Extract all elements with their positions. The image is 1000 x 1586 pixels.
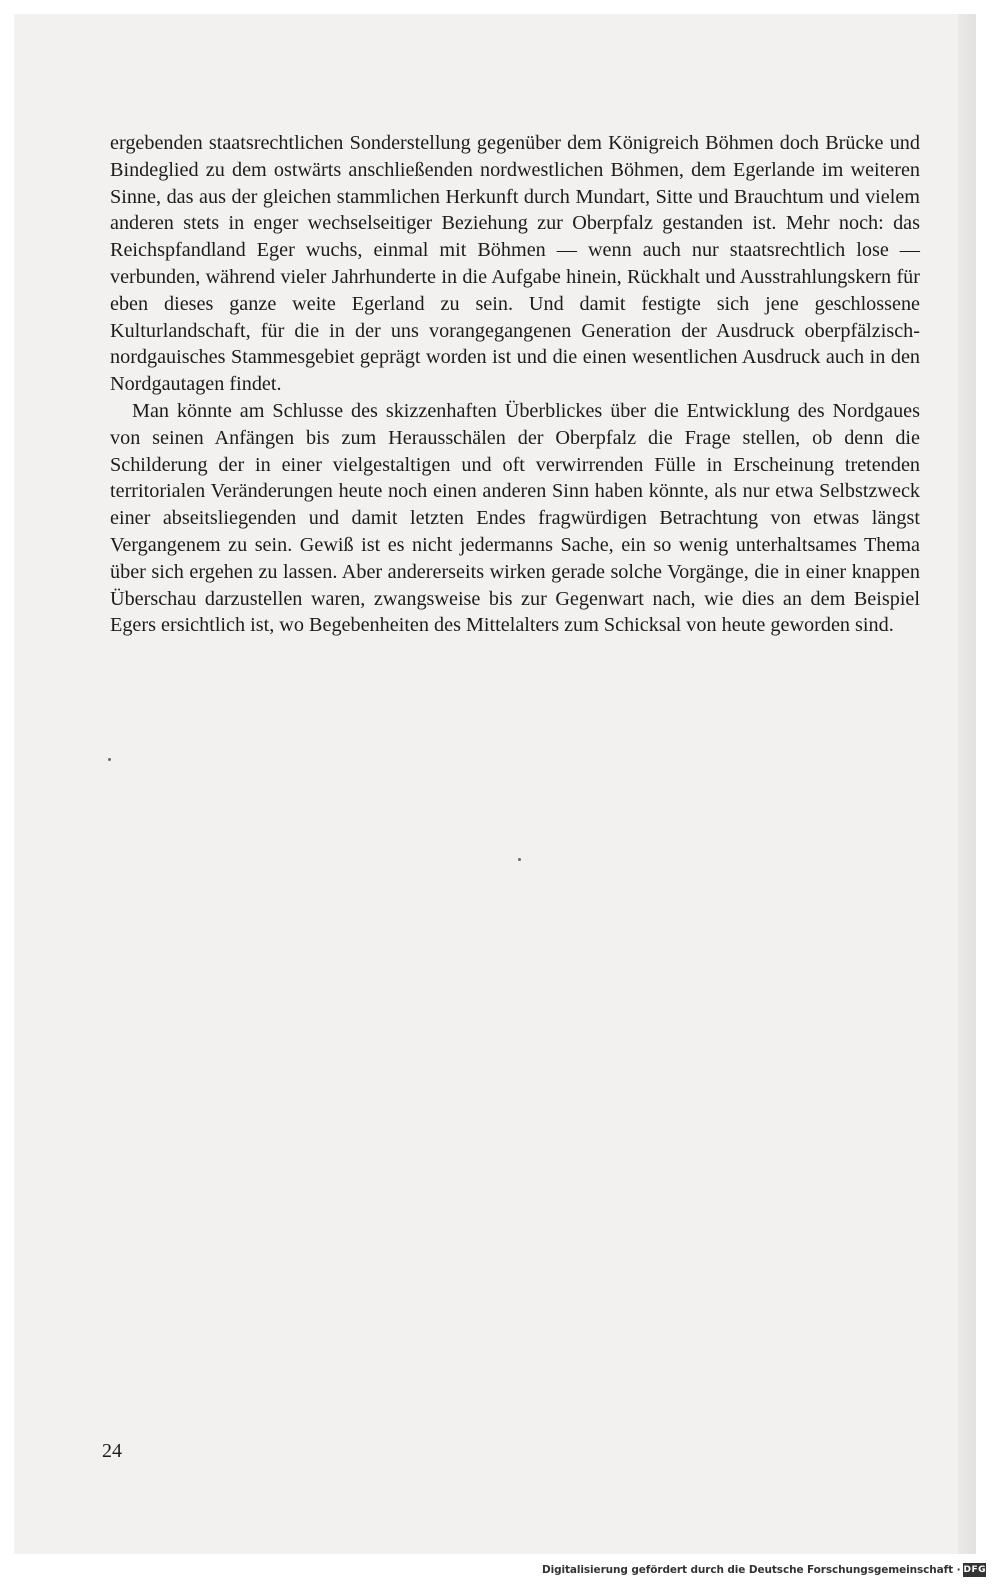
paragraph-continuation: ergebenden staatsrechtlichen Sonderstellung gegenüber dem Königreich Böhmen doch Brücke und Bindeglied zu dem ostwärts anschließenden nordwestlichen Böhmen, dem Egerlande im weiteren Sinne, das aus der gleichen stammlichen Herkunft durch Mundart, Sitte und Brauchtum und vielem anderen stets in enger wechselseitiger Beziehung zur Oberpfalz gestanden ist. Mehr noch: das Reichspfandland Eger wuchs, einmal mit Böhmen — wenn auch nur staatsrechtlich lose — verbunden, während vieler Jahrhunderte in die Aufgabe hinein, Rückhalt und Ausstrahlungskern für eben dieses ganze weite Egerland zu sein. Und damit festigte sich jene geschlossene Kulturlandschaft, für die in der uns vorangegangenen Generation der Ausdruck oberpfälzisch-nordgauisches Stammesgebiet geprägt worden ist und die einen wesentlichen Ausdruck auch in den Nordgautagen findet. — [110, 132, 920, 396]
footer-credit: Digitalisierung gefördert durch die Deutsche Forschungsgemeinschaft · — [541, 1564, 961, 1576]
digitization-footer — [541, 1560, 986, 1580]
dfg-logo-icon: DFG — [963, 1565, 986, 1575]
paragraph-conclusion: Man könnte am Schlusse des skizzenhaften Überblickes über die Entwicklung des Nordgaues von seinen Anfängen bis zum Herausschälen der Oberpfalz die Frage stellen, ob denn die Schilderung der in einer vielgestaltigen und oft verwirrenden Fülle in Erscheinung tretenden territorialen Veränderungen heute noch einen anderen Sinn haben könnte, als nur etwa Selbstzweck einer abseitsliegenden und damit letzten Endes fragwürdigen Betrachtung von etwas längst Vergangenem zu sein. Gewiß ist es nicht jedermanns Sache, ein so wenig unterhaltsames Thema über sich ergehen zu lassen. Aber andererseits wirken gerade solche Vorgänge, die in einer knappen Überschau darzustellen waren, zwangsweise bis zur Gegenwart nach, wie dies an dem Beispiel Egers ersichtlich ist, wo Begebenheiten des Mittelalters zum Schicksal von heute geworden sind. — [110, 399, 920, 637]
body-text — [110, 130, 920, 639]
scan-speck — [108, 758, 111, 761]
page-number: 24 — [102, 1440, 122, 1462]
scan-speck — [518, 858, 521, 861]
page-edge-shadow — [958, 14, 976, 1554]
